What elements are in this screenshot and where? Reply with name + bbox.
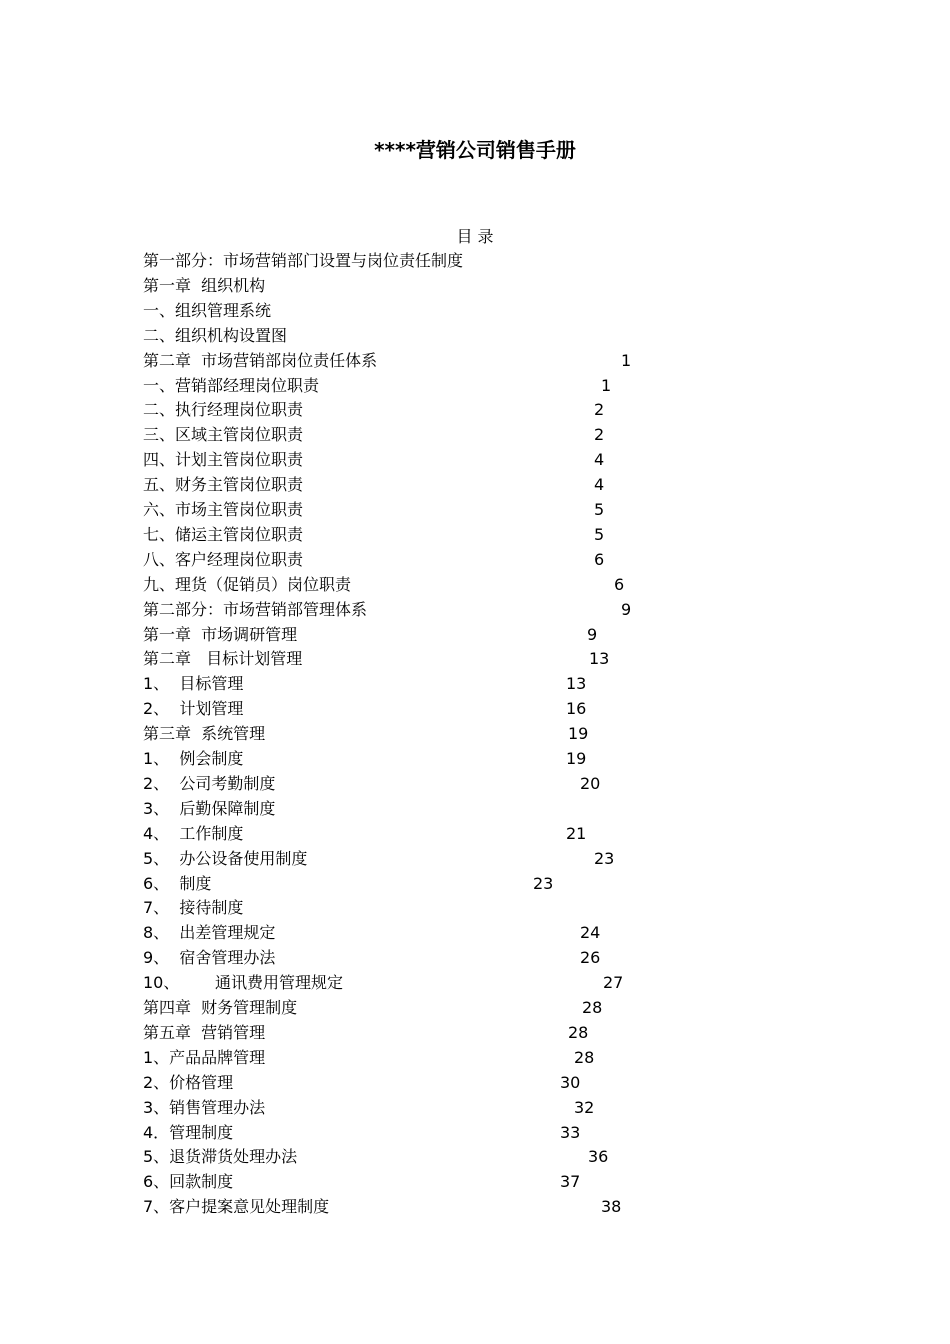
toc-entry[interactable] [0,423,950,447]
toc-entry[interactable] [0,548,950,572]
toc-entry[interactable] [0,1021,950,1045]
toc-entry-label: 九、理货（促销员）岗位职责 [143,574,352,594]
toc-entry[interactable] [0,946,950,970]
toc-entry[interactable] [0,299,950,323]
toc-entry-page-number: 33 [560,1122,581,1142]
toc-entry-label: 七、储运主管岗位职责 [143,524,304,544]
toc-entry-label: 8、 出差管理规定 [143,923,276,943]
toc-entry-page-number: 2 [594,400,605,420]
toc-entry-label: 2、 公司考勤制度 [143,773,276,793]
toc-entry-label: 四、计划主管岗位职责 [143,450,304,470]
toc-entry[interactable] [0,1096,950,1120]
toc-entry-label: 三、区域主管岗位职责 [143,425,304,445]
toc-entry-label: 5、 办公设备使用制度 [143,848,308,868]
toc-entry[interactable] [0,647,950,671]
toc-entry[interactable] [0,324,950,348]
toc-entry-page-number: 19 [566,749,587,768]
toc-entry-page-number: 23 [533,873,554,893]
toc-entry-label: 第二章 目标计划管理 [143,649,303,669]
toc-entry-label: 10、 通讯费用管理规定 [143,973,343,993]
toc-entry-page-number: 1 [621,350,632,370]
toc-entry[interactable] [0,1121,950,1145]
toc-entry-label: 第二部分：市场营销部管理体系 [143,599,368,619]
toc-entry-page-number: 38 [601,1197,622,1217]
toc-entry-page-number: 30 [560,1072,581,1092]
toc-entry-label: 9、 宿舍管理办法 [143,948,276,968]
toc-entry-label: 五、财务主管岗位职责 [143,475,304,495]
toc-entry-label: 第四章 财务管理制度 [143,998,298,1017]
toc-entry-page-number: 6 [614,574,625,594]
toc-entry-page-number: 24 [580,923,601,943]
toc-entry-page-number: 28 [568,1022,589,1042]
toc-entry-label: 3、销售管理办法 [143,1097,266,1117]
toc-entry-label: 7、客户提案意见处理制度 [143,1197,330,1217]
toc-entry-page-number: 13 [566,674,587,694]
toc-entry-page-number: 6 [594,549,605,569]
toc-entry-label: 4．管理制度 [143,1122,234,1142]
toc-entry-page-number: 2 [594,425,605,445]
toc-entry[interactable] [0,1145,950,1169]
toc-entry-label: 3、 后勤保障制度 [143,798,276,818]
document-title: ****营销公司销售手册 [374,138,576,162]
toc-entry-page-number: 27 [603,973,624,993]
toc-entry-label: 5、退货滞货处理办法 [143,1147,298,1167]
toc-entry-label: 1、产品品牌管理 [143,1047,266,1067]
toc-entry-label: 第三章 系统管理 [143,724,266,744]
toc-entry[interactable] [0,772,950,796]
toc-entry-page-number: 5 [594,500,605,519]
toc-entry-page-number: 32 [574,1097,595,1117]
toc-entry-label: 2、 计划管理 [143,699,244,719]
toc-entry[interactable] [0,722,950,746]
toc-entry-page-number: 9 [621,599,632,619]
toc-entry-label: 2、价格管理 [143,1072,234,1092]
toc-entry[interactable] [0,822,950,846]
toc-entry[interactable] [0,598,950,622]
toc-entry-page-number: 21 [566,823,587,843]
toc-entry[interactable] [0,1046,950,1070]
toc-entry[interactable] [0,448,950,472]
toc-entry[interactable] [0,573,950,597]
toc-entry[interactable] [0,872,950,896]
toc-entry-page-number: 28 [574,1047,595,1067]
toc-entry-page-number: 26 [580,948,601,968]
toc-entry-label: 7、 接待制度 [143,898,244,918]
toc-entry-label: 二、组织机构设置图 [143,325,288,345]
toc-entry-label: 4、 工作制度 [143,823,244,843]
toc-entry[interactable] [0,672,950,696]
toc-entry-page-number: 9 [587,624,598,644]
toc-entry-label: 第五章 营销管理 [143,1022,266,1042]
toc-entry[interactable] [0,1170,950,1194]
toc-entry[interactable] [0,971,950,995]
toc-entry-label: 六、市场主管岗位职责 [143,500,304,519]
toc-entry-page-number: 20 [580,773,601,793]
toc-entry[interactable] [0,473,950,497]
toc-entry-page-number: 4 [594,475,605,495]
toc-entry[interactable] [0,349,950,373]
toc-entry[interactable] [0,697,950,721]
toc-entry[interactable] [0,274,950,298]
toc-entry-page-number: 28 [582,998,603,1017]
toc-entry[interactable] [0,523,950,547]
toc-entry-label: 二、执行经理岗位职责 [143,400,304,420]
toc-entry-page-number: 19 [568,724,589,744]
toc-entry-label: 6、回款制度 [143,1172,234,1192]
toc-entry-page-number: 13 [589,649,610,669]
toc-entry-page-number: 1 [601,375,612,395]
toc-entry-label: 第一章 市场调研管理 [143,624,298,644]
toc-entry[interactable] [0,398,950,422]
toc-entry[interactable] [0,896,950,920]
toc-entry-label: 第二章 市场营销部岗位责任体系 [143,350,378,370]
toc-entry[interactable] [0,1071,950,1095]
toc-entry[interactable] [0,747,950,771]
toc-entry[interactable] [0,921,950,945]
toc-entry-page-number: 16 [566,699,587,719]
toc-entry[interactable] [0,249,950,273]
toc-entry-label: 1、 例会制度 [143,749,244,768]
toc-entry[interactable] [0,374,950,398]
toc-entry-page-number: 5 [594,524,605,544]
toc-entry-label: 第一部分：市场营销部门设置与岗位责任制度 [143,251,464,270]
toc-entry[interactable] [0,847,950,871]
toc-entry[interactable] [0,996,950,1020]
toc-entry[interactable] [0,623,950,647]
toc-entry[interactable] [0,1195,950,1219]
toc-entry-label: 1、 目标管理 [143,674,244,694]
toc-entry-label: 6、 制度 [143,873,212,893]
toc-entry[interactable] [0,498,950,522]
toc-entry-label: 一、营销部经理岗位职责 [143,375,320,395]
toc-entry-label: 一、组织管理系统 [143,300,272,320]
toc-entry-label: 第一章 组织机构 [143,275,266,295]
toc-entry-page-number: 23 [594,848,615,868]
toc-entry-page-number: 37 [560,1172,581,1192]
toc-entry-page-number: 36 [588,1147,609,1167]
toc-heading: 目 录 [456,227,494,246]
toc-entry-label: 八、客户经理岗位职责 [143,549,304,569]
toc-entry[interactable] [0,797,950,821]
toc-entry-page-number: 4 [594,450,605,470]
